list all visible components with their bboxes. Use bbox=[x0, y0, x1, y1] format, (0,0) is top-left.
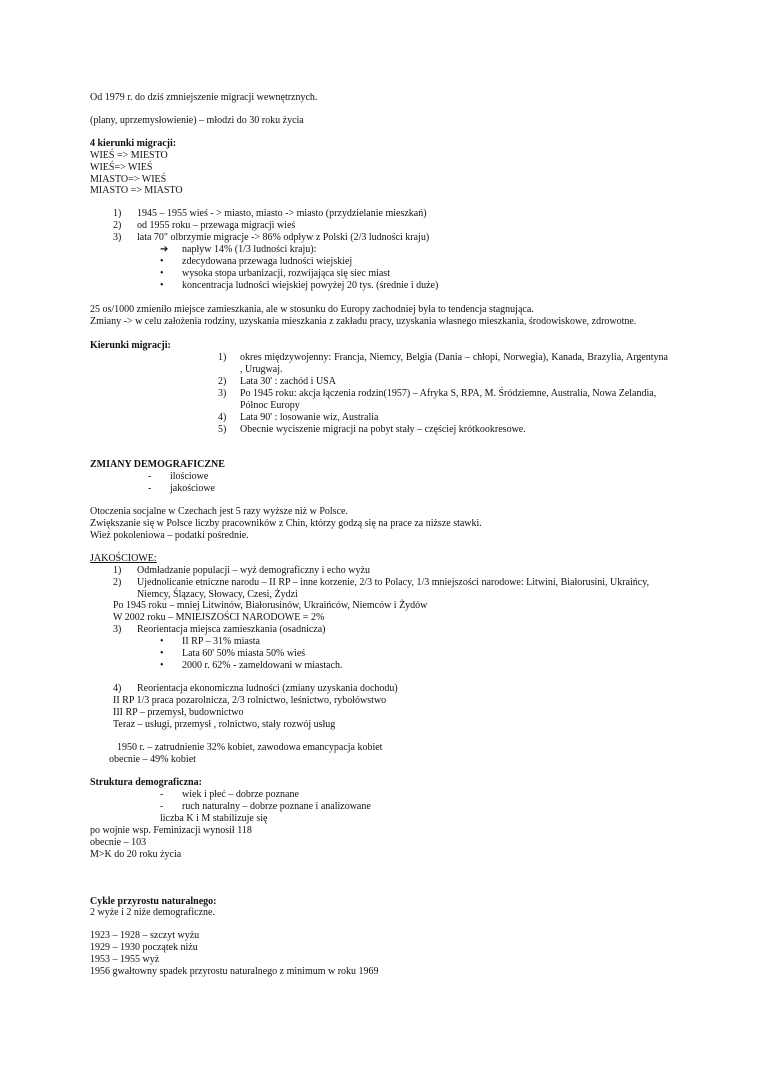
directions-number: 1) bbox=[218, 352, 227, 363]
bullet-icon: • bbox=[160, 636, 164, 647]
history-item: od 1955 roku – przewaga migracji wieś bbox=[137, 220, 296, 231]
structure-item: wiek i płeć – dobrze poznane bbox=[182, 789, 299, 800]
directions-number: 4) bbox=[218, 412, 227, 423]
history-number: 1) bbox=[113, 208, 122, 219]
bullet-icon: • bbox=[160, 256, 164, 267]
dash: - bbox=[160, 789, 164, 800]
bullet-icon: • bbox=[160, 268, 164, 279]
history-number: 3) bbox=[113, 232, 122, 243]
qualitative-bullet: II RP – 31% miasta bbox=[182, 636, 260, 647]
qualitative-item-4-line-3: Teraz – usługi, przemysł , rolnictwo, stały rozwój usług bbox=[113, 719, 336, 730]
women-employment-1950: 1950 r. – zatrudnienie 32% kobiet, zawodowa emancypacja kobiet bbox=[117, 742, 383, 753]
arrow-icon: ➔ bbox=[160, 244, 169, 255]
social-line-1: Otoczenia socjalne w Czechach jest 5 razy wyższe niż w Polsce. bbox=[90, 506, 348, 517]
qualitative-item-3: Reorientacja miejsca zamieszkania (osadnicza) bbox=[137, 624, 326, 635]
directions4-item: WIEŚ=> WIEŚ bbox=[90, 162, 153, 173]
stats-line-2: Zmiany -> w celu założenia rodziny, uzyskania mieszkania z zakładu pracy, uzyskania własnego mieszkania, środowiskowe, zdrowotne. bbox=[90, 316, 637, 327]
cycles-item: 1953 – 1955 wyż bbox=[90, 954, 160, 965]
directions-item: Lata 90' : losowanie wiz, Australia bbox=[240, 412, 379, 423]
demographic-changes-heading: ZMIANY DEMOGRAFICZNE bbox=[90, 459, 225, 470]
qualitative-item-2-line-1: Ujednolicanie etniczne narodu – II RP – inne korzenie, 2/3 to Polacy, 1/3 mniejszości narodowe: Litwini, Białorusini, Ukraińcy, bbox=[137, 577, 650, 588]
qualitative-number: 3) bbox=[113, 624, 122, 635]
history-number: 2) bbox=[113, 220, 122, 231]
cycles-item: 1923 – 1928 – szczyt wyżu bbox=[90, 930, 200, 941]
cycles-heading: Cykle przyrostu naturalnego: bbox=[90, 896, 217, 907]
cycles-subheading: 2 wyże i 2 niże demograficzne. bbox=[90, 907, 215, 918]
cycles-item: 1929 – 1930 początek niżu bbox=[90, 942, 198, 953]
history-bullet: wysoka stopa urbanizacji, rozwijająca się siec miast bbox=[182, 268, 390, 279]
history-item: 1945 – 1955 wieś - > miasto, miasto -> miasto (przydzielanie mieszkań) bbox=[137, 208, 427, 219]
qualitative-item-2-line-2: Niemcy, Ślązacy, Słowacy, Czesi, Żydzi bbox=[137, 589, 298, 600]
directions4-item: MIASTO => MIASTO bbox=[90, 185, 183, 196]
qualitative-after-1945: Po 1945 roku – mniej Litwinów, Białorusinów, Ukraińców, Niemców i Żydów bbox=[113, 600, 428, 611]
qualitative-2002: W 2002 roku – MNIEJSZOŚCI NARODOWE = 2% bbox=[113, 612, 325, 623]
history-bullet: koncentracja ludności wiejskiej powyżej 20 tys. (średnie i duże) bbox=[182, 280, 439, 291]
history-arrow-item: napływ 14% (1/3 ludności kraju): bbox=[182, 244, 317, 255]
social-line-3: Wież pokoleniowa – podatki pośrednie. bbox=[90, 530, 249, 541]
structure-item: ruch naturalny – dobrze poznane i analizowane bbox=[182, 801, 371, 812]
demographic-change-item: ilościowe bbox=[170, 471, 209, 482]
structure-line: obecnie – 103 bbox=[90, 837, 147, 848]
directions4-heading: 4 kierunki migracji: bbox=[90, 138, 177, 149]
qualitative-number: 1) bbox=[113, 565, 122, 576]
dash: - bbox=[160, 801, 164, 812]
directions-number: 2) bbox=[218, 376, 227, 387]
qualitative-item-4-line-2: III RP – przemysł, budownictwo bbox=[113, 707, 244, 718]
demographic-change-item: jakościowe bbox=[170, 483, 215, 494]
qualitative-item-1: Odmładzanie populacji – wyż demograficzny i echo wyżu bbox=[137, 565, 370, 576]
qualitative-bullet: Lata 60' 50% miasta 50% wieś bbox=[182, 648, 306, 659]
women-employment-now: obecnie – 49% kobiet bbox=[109, 754, 196, 765]
directions-number: 3) bbox=[218, 388, 227, 399]
history-bullet: zdecydowana przewaga ludności wiejskiej bbox=[182, 256, 353, 267]
stats-line-1: 25 os/1000 zmieniło miejsce zamieszkania, ale w stosunku do Europy zachodniej była to tendencja stagnująca. bbox=[90, 304, 534, 315]
qualitative-number: 4) bbox=[113, 683, 122, 694]
bullet-icon: • bbox=[160, 648, 164, 659]
directions-number: 5) bbox=[218, 424, 227, 435]
directions-item: Lata 30' : zachód i USA bbox=[240, 376, 336, 387]
dash: - bbox=[148, 471, 152, 482]
qualitative-heading: JAKOŚCIOWE: bbox=[90, 553, 157, 564]
bullet-icon: • bbox=[160, 660, 164, 671]
bullet-icon: • bbox=[160, 280, 164, 291]
intro-line-1: Od 1979 r. do dziś zmniejszenie migracji wewnętrznych. bbox=[90, 92, 318, 103]
history-item: lata 70" olbrzymie migracje -> 86% odpływ z Polski (2/3 ludności kraju) bbox=[137, 232, 430, 243]
social-line-2: Zwiększanie się w Polsce liczby pracowników z Chin, którzy godzą się na prace za niższe stawki. bbox=[90, 518, 482, 529]
structure-line: M>K do 20 roku życia bbox=[90, 849, 182, 860]
structure-heading: Struktura demograficzna: bbox=[90, 777, 202, 788]
cycles-item: 1956 gwałtowny spadek przyrostu naturalnego z minimum w roku 1969 bbox=[90, 966, 379, 977]
directions-heading: Kierunki migracji: bbox=[90, 340, 171, 351]
structure-line: liczba K i M stabilizuje się bbox=[160, 813, 268, 824]
directions-item: okres międzywojenny: Francja, Niemcy, Belgia (Dania – chłopi, Norwegia), Kanada, Brazylia, Argentyna , Urugwaj. bbox=[240, 352, 668, 375]
qualitative-item-4-line-1: II RP 1/3 praca pozarolnicza, 2/3 rolnictwo, leśnictwo, rybołówstwo bbox=[113, 695, 387, 706]
intro-line-2: (plany, uprzemysłowienie) – młodzi do 30 roku życia bbox=[90, 115, 304, 126]
qualitative-item-4: Reorientacja ekonomiczna ludności (zmiany uzyskania dochodu) bbox=[137, 683, 398, 694]
directions-item: Po 1945 roku: akcja łączenia rodzin(1957) – Afryka S, RPA, M. Śródziemne, Australia, Nowa Zelandia, Północ Europy bbox=[240, 388, 657, 411]
dash: - bbox=[148, 483, 152, 494]
qualitative-number: 2) bbox=[113, 577, 122, 588]
qualitative-bullet: 2000 r. 62% - zameldowani w miastach. bbox=[182, 660, 343, 671]
structure-line: po wojnie wsp. Feminizacji wynosił 118 bbox=[90, 825, 252, 836]
directions4-item: WIEŚ => MIESTO bbox=[90, 150, 168, 161]
directions4-item: MIASTO=> WIEŚ bbox=[90, 174, 167, 185]
directions-item: Obecnie wyciszenie migracji na pobyt stały – częściej krótkookresowe. bbox=[240, 424, 526, 435]
